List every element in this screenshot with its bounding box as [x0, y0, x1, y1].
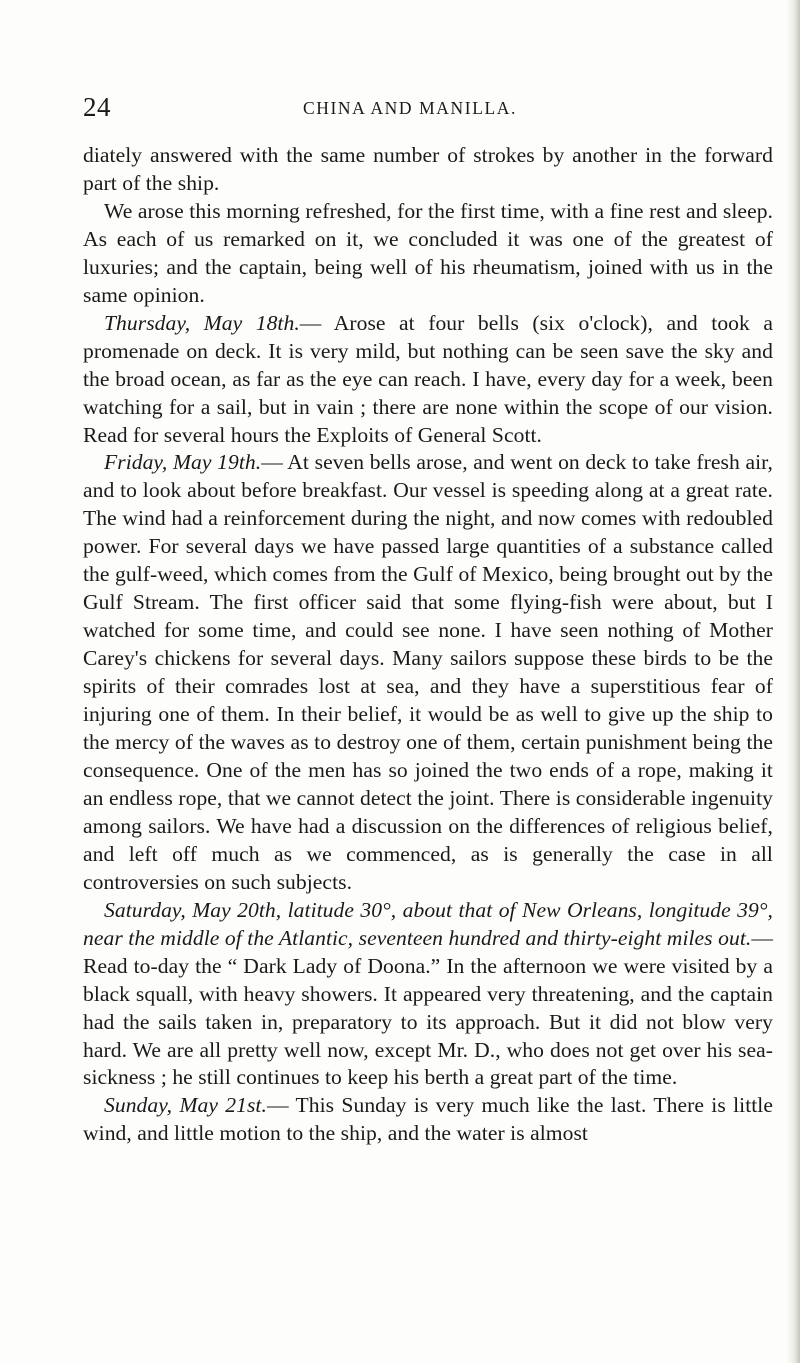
entry-date-heading: Sunday, May 21st.: [104, 1093, 267, 1118]
entry-date-heading: Thursday, May 18th.: [104, 310, 300, 335]
text-body: [83, 142, 773, 1148]
paragraph-text: We arose this morning refreshed, for the first time, with a fine rest and sleep. As each of us remarked on it, we concluded it was one of the greatest of luxuries; and the captain, being well of his rheumatism, joined with us in the same opinion.: [83, 198, 773, 307]
page-edge-shadow: [786, 0, 800, 1363]
paragraph-text: diately answered with the same number of strokes by another in the forward part of the ship.: [83, 143, 773, 195]
page-number: 24: [83, 92, 111, 122]
paragraph-friday-entry: [83, 449, 773, 896]
paragraph-text: — This Sunday is very much like the last. There is little wind, and little motion to the ship, and the water is almost: [83, 1093, 773, 1146]
paragraph-thursday-entry: [83, 310, 773, 450]
running-title: CHINA AND MANILLA.: [302, 98, 517, 118]
paragraph-saturday-entry: [83, 897, 773, 1093]
paragraph-text: — Arose at four bells (six o'clock), and took a promenade on deck. It is very mild, but nothing can be seen save the sky and the broad ocean, as far as the eye can reach. I have, every day for a week, been watching for a sail, but in vain ; there are none within the scope of our vision. Read for several hours the Exploits of General Scott.: [83, 310, 773, 447]
paragraph-continuation: [83, 142, 773, 198]
entry-date-heading: Saturday, May 20th, latitude 30°, about that of New Orleans, longitude 39°, near the middle of the Atlantic, seventeen hundred and thirty-eight miles out.: [83, 897, 773, 950]
running-head: [0, 92, 800, 122]
paragraph-text: — At seven bells arose, and went on deck to take fresh air, and to look about before breakfast. Our vessel is speeding along at a great rate. The wind had a reinforcement during the night, and now comes with redoubled power. For several days we have passed large quantities of a substance called the gulf-weed, which comes from the Gulf of Mexico, being brought out by the Gulf Stream. The first officer said that some flying-fish were about, but I watched for some time, and could see none. I have seen nothing of Mother Carey's chickens for several days. Many sailors suppose these birds to be the spirits of their comrades lost at sea, and they have a superstitious fear of injuring one of them. In their belief, it would be as well to give up the ship to the mercy of the waves as to destroy one of them, certain punishment being the consequence. One of the men has so joined the two ends of a rope, making it an endless rope, that we cannot detect the joint. There is considerable ingenuity among sailors. We have had a discussion on the differences of religious belief, and left off much as we commenced, as is generally the case in all controversies on such subjects.: [83, 450, 773, 894]
entry-date-heading: Friday, May 19th.: [104, 450, 262, 475]
paragraph-morning-rest: [83, 198, 773, 310]
paragraph-sunday-entry: [83, 1092, 773, 1148]
paragraph-text: — Read to-day the “ Dark Lady of Doona.” In the afternoon we were visited by a black squall, with heavy showers. It appeared very threatening, and the captain had the sails taken in, preparatory to its approach. But it did not blow very hard. We are all pretty well now, except Mr. D., who does not get over his sea-sickness ; he still continues to keep his berth a great part of the time.: [83, 925, 773, 1090]
